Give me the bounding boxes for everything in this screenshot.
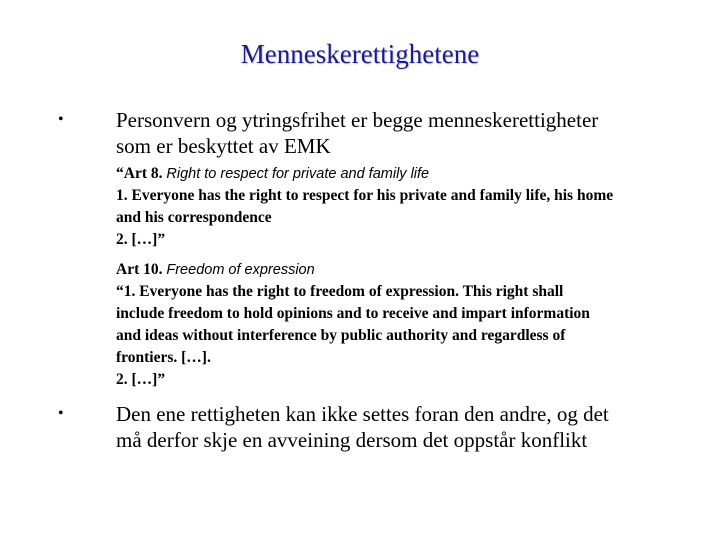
article-title: Right to respect for private and family life	[166, 166, 430, 182]
quote-line: 2. […]”	[116, 371, 166, 388]
slide-title: Menneskerettighetene	[240, 39, 480, 69]
article-title: Freedom of expression	[166, 262, 315, 278]
quote-line: “1. Everyone has the right to freedom of expression. This right shall	[116, 283, 564, 300]
bullet-line: Den ene rettigheten kan ikke settes foran den andre, og det	[116, 402, 609, 426]
quote-line: 2. […]”	[116, 231, 166, 248]
bullet-line: Personvern og ytringsfrihet er begge menneskerettigheter	[116, 108, 599, 132]
quote-article-10	[116, 259, 676, 391]
bullet-marker: •	[58, 111, 64, 128]
bullet-line: må derfor skje en avveining dersom det oppstår konflikt	[116, 428, 588, 452]
bullet-text-balancing	[116, 401, 676, 453]
quote-line: and his correspondence	[116, 209, 272, 226]
quote-heading	[116, 163, 676, 185]
bullet-line: som er beskyttet av EMK	[116, 134, 331, 158]
article-number: Art 10.	[116, 261, 163, 278]
quote-line: include freedom to hold opinions and to receive and impart information	[116, 305, 590, 322]
quote-line: frontiers. […].	[116, 349, 211, 366]
quote-heading	[116, 259, 676, 281]
bullet-text-privacy-expression	[116, 107, 676, 159]
bullet-marker: •	[58, 405, 64, 422]
article-number: “Art 8.	[116, 165, 163, 182]
quote-article-8	[116, 163, 676, 251]
quote-line: 1. Everyone has the right to respect for his private and family life, his home	[116, 187, 614, 204]
quote-line: and ideas without interference by public authority and regardless of	[116, 327, 566, 344]
